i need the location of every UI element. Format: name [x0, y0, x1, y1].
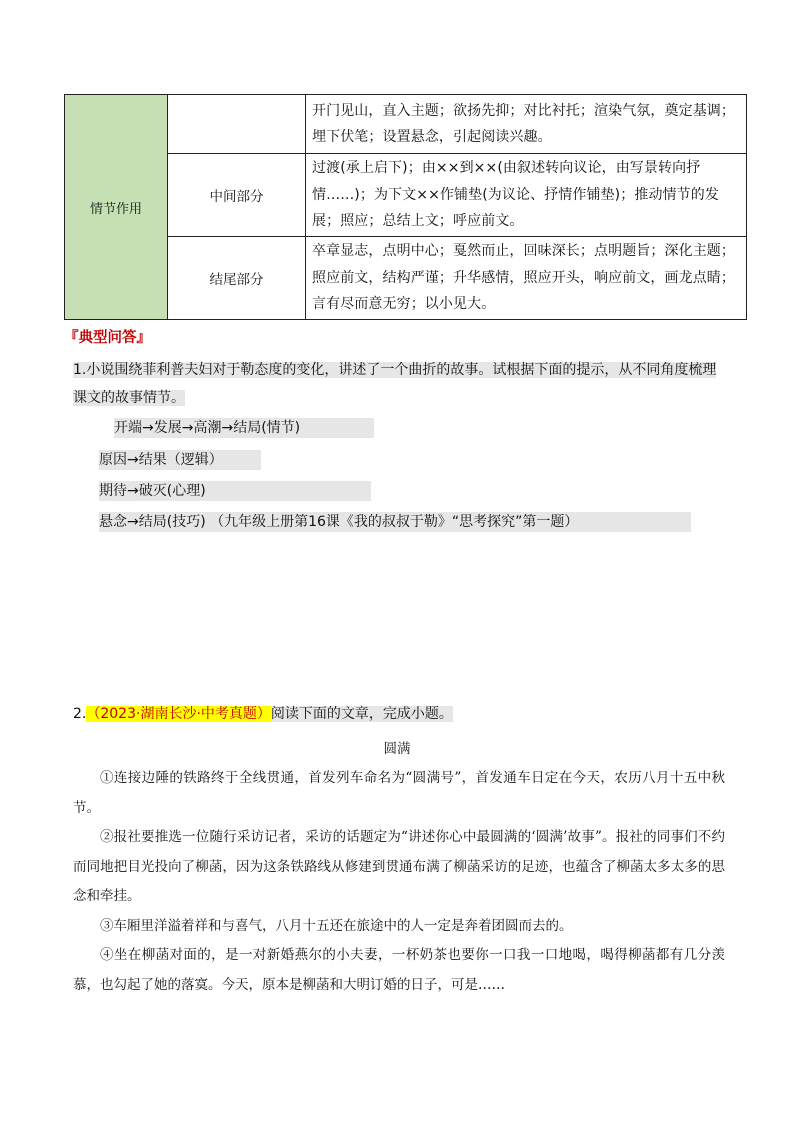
sub-cell-middle: 中间部分 — [168, 154, 306, 237]
article-title: 圆满 — [383, 741, 411, 757]
question-2-number: 2. — [73, 706, 87, 722]
category-cell: 情节作用 — [65, 95, 168, 320]
sub-cell-end: 结尾部分 — [168, 237, 306, 320]
question-2 — [73, 704, 453, 724]
question-2-source: （2023·湖南长沙·中考真题） — [86, 706, 271, 722]
article-paragraph: ④坐在柳菡对面的，是一对新婚燕尔的小夫妻，一杯奶茶也要你一口我一口地喝，喝得柳菡都有几分羡慕，也勾起了她的落寞。今天，原本是柳菡和大明订婚的日子，可是…… — [73, 947, 725, 993]
hint-item: 原因→结果（逻辑） — [99, 450, 261, 470]
article-paragraph: ①连接边陲的铁路终于全线贯通，首发列车命名为“圆满号”，首发通车日定在今天，农历八月十五中秋节。 — [73, 770, 725, 816]
article-paragraph: ③车厢里洋溢着祥和与喜气，八月十五还在旅途中的人一定是奔着团圆而去的。 — [100, 917, 573, 934]
hint-item: 悬念→结局(技巧) （九年级上册第16课《我的叔叔于勒》“思考探究”第一题） — [99, 512, 691, 532]
plot-function-table — [64, 94, 747, 320]
desc-cell-end: 卒章显志，点明中心；戛然而止，回味深长；点明题旨；深化主题；照应前文，结构严谨；升华感情，照应开头，响应前文，画龙点睛；言有尽而意无穷；以小见大。 — [306, 237, 747, 320]
desc-cell-beginning: 开门见山，直入主题；欲扬先抑；对比衬托；渲染气氛，奠定基调；埋下伏笔；设置悬念，引起阅读兴趣。 — [306, 95, 747, 154]
sub-cell-beginning — [168, 95, 306, 154]
article-body — [73, 764, 725, 1000]
article-paragraph: ②报社要推选一位随行采访记者，采访的话题定为“讲述你心中最圆满的‘圆满’故事”。报社的同事们不约而同地把目光投向了柳菡，因为这条铁路线从修建到贯通布满了柳菡采访的足迹，也蕴含了柳菡太多太多的思念和牵挂。 — [73, 829, 725, 904]
desc-cell-middle: 过渡(承上启下)；由××到××(由叙述转向议论，由写景转向抒情……)；为下文××作铺垫(为议论、抒情作铺垫)；推动情节的发展；照应；总结上文；呼应前文。 — [306, 154, 747, 237]
hint-item: 开端→发展→高潮→结局(情节) — [114, 418, 374, 438]
hint-item: 期待→破灭(心理) — [99, 481, 371, 501]
question-1-text: 1.小说围绕菲利普夫妇对于勒态度的变化，讲述了一个曲折的故事。试根据下面的提示，从不同角度梳理课文的故事情节。 — [73, 362, 717, 406]
section-title: 『典型问答』 — [64, 330, 151, 346]
question-1 — [73, 356, 723, 412]
question-2-lead: 阅读下面的文章，完成小题。 — [270, 706, 453, 722]
